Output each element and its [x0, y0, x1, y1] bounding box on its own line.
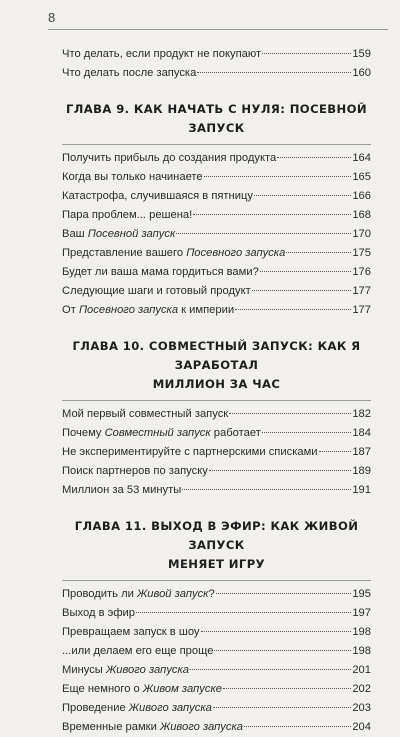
toc-entry-page: 176 [352, 266, 371, 278]
toc-entry-title-text: Получить прибыль до создания продукта [62, 152, 277, 164]
toc-entry-title-italic: Совместный запуск [104, 427, 211, 439]
toc-entry-title-text: Превращаем запуск в шоу [62, 626, 200, 638]
toc-entry-title [62, 623, 200, 642]
header-rule [48, 29, 388, 30]
dot-leader [197, 72, 351, 73]
toc-entry-title-text: Катастрофа, случившаяся в пятницу [62, 190, 253, 202]
toc-entry-title [62, 45, 261, 64]
toc-entry-page: 201 [352, 664, 371, 676]
toc-entry-title [62, 462, 208, 481]
toc-entry-title-text: Проводить ли [62, 588, 138, 600]
toc-entry-page: 187 [352, 446, 371, 458]
dot-leader [262, 53, 351, 54]
toc-entry-title-italic: Живого запуска [105, 664, 190, 676]
toc-entry-title-italic: Живом запуске [142, 683, 222, 695]
toc-entry-page: 170 [352, 228, 371, 240]
chapter-title-line: МЕНЯЕТ ИГРУ [168, 557, 265, 571]
toc-entry[interactable] [62, 481, 371, 500]
toc-entry-title-text: Будет ли ваша мама гордиться вами? [62, 266, 259, 278]
toc-entry-page: 184 [352, 427, 371, 439]
toc-entry-page: 175 [352, 247, 371, 259]
chapter-title-line: ГЛАВА 10. СОВМЕСТНЫЙ ЗАПУСК: КАК Я ЗАРАБОТАЛ [72, 339, 361, 372]
dot-leader [262, 432, 352, 433]
toc-entry-title-text: Проведение [62, 702, 129, 714]
toc-entry-title-text: Ваш [62, 228, 88, 240]
table-of-contents [62, 45, 371, 737]
toc-entry-title-text: Выход в эфир [62, 607, 136, 619]
toc-entry-page: 195 [352, 588, 371, 600]
dot-leader [214, 650, 351, 651]
toc-entry-title-text: Пара проблем... решена! [62, 209, 193, 221]
dot-leader [229, 413, 351, 414]
toc-entry-title-text: Представление вашего [62, 247, 187, 259]
toc-entry[interactable] [62, 263, 371, 282]
chapter-heading[interactable] [62, 329, 371, 401]
toc-entry-title [62, 424, 261, 443]
toc-entry[interactable] [62, 225, 371, 244]
dot-leader [223, 688, 351, 689]
dot-leader [286, 252, 351, 253]
dot-leader [182, 489, 351, 490]
toc-entry-title [62, 443, 318, 462]
dot-leader [244, 726, 351, 727]
toc-entry[interactable] [62, 187, 371, 206]
toc-entry-title-text: ? [208, 588, 215, 600]
toc-entry-title-italic: Посевного запуска [78, 304, 179, 316]
toc-entry-page: 191 [352, 484, 371, 496]
chapter-section [62, 509, 371, 737]
dot-leader [277, 157, 351, 158]
toc-entry-title [62, 642, 213, 661]
toc-entry-title-text: Что делать после запуска [62, 67, 197, 79]
toc-entry-title-text: работает [210, 427, 261, 439]
toc-entry-title [62, 149, 276, 168]
toc-entry[interactable] [62, 244, 371, 263]
toc-entry-title [62, 680, 222, 699]
toc-entry-title-text: Миллион за 53 минуты [62, 484, 182, 496]
toc-entry-title [62, 301, 234, 320]
toc-entry[interactable] [62, 282, 371, 301]
toc-entry-title-text: Не экспериментируйте с партнерскими списками [62, 446, 318, 458]
toc-entry-page: 168 [352, 209, 371, 221]
toc-entry[interactable] [62, 45, 371, 64]
dot-leader [213, 707, 351, 708]
toc-entry[interactable] [62, 604, 371, 623]
toc-entry-page: 177 [352, 304, 371, 316]
toc-entry-title-text: Почему [62, 427, 105, 439]
page-number: 8 [48, 10, 56, 25]
toc-entry-title [62, 481, 181, 500]
dot-leader [204, 176, 352, 177]
toc-entry[interactable] [62, 462, 371, 481]
chapter-heading[interactable] [62, 509, 371, 581]
toc-entry-title-text: Поиск партнеров по запуску [62, 465, 208, 477]
toc-entry-title-text: Минусы [62, 664, 106, 676]
toc-entry[interactable] [62, 424, 371, 443]
chapter-section [62, 92, 371, 320]
toc-entry-title-text: Временные рамки [62, 721, 160, 733]
toc-entry[interactable] [62, 206, 371, 225]
toc-entry-title [62, 405, 228, 424]
toc-entry-title-text: Что делать, если продукт не покупают [62, 48, 262, 60]
dot-leader [193, 214, 351, 215]
toc-entry-title [62, 604, 135, 623]
chapter-section [62, 329, 371, 500]
toc-entry-title-text: От [62, 304, 79, 316]
toc-entry-title-text: Мой первый совместный запуск [62, 408, 229, 420]
toc-entry[interactable] [62, 443, 371, 462]
dot-leader [252, 290, 352, 291]
toc-entry-title [62, 168, 203, 187]
dot-leader [216, 593, 352, 594]
dot-leader [254, 195, 351, 196]
toc-entry-page: 198 [352, 645, 371, 657]
toc-entry[interactable] [62, 718, 371, 737]
toc-entry-title-text: к империи [178, 304, 235, 316]
chapter-title-line: МИЛЛИОН ЗА ЧАС [152, 377, 281, 391]
toc-entry[interactable] [62, 623, 371, 642]
toc-entry-title-italic: Живой запуск [137, 588, 209, 600]
toc-entry[interactable] [62, 149, 371, 168]
chapter-heading[interactable] [62, 92, 371, 145]
dot-leader [235, 309, 351, 310]
toc-entry-title [62, 187, 253, 206]
dot-leader [319, 451, 352, 452]
toc-entry[interactable] [62, 64, 371, 83]
toc-entry-page: 202 [352, 683, 371, 695]
toc-entry[interactable] [62, 642, 371, 661]
toc-entry-title [62, 282, 251, 301]
toc-entry-title-italic: Живого запуска [159, 721, 243, 733]
toc-entry-title [62, 699, 212, 718]
toc-entry[interactable] [62, 680, 371, 699]
chapter-title-line: ГЛАВА 11. ВЫХОД В ЭФИР: КАК ЖИВОЙ ЗАПУСК [74, 519, 359, 552]
toc-entry-title [62, 225, 175, 244]
toc-entry-title-text: Следующие шаги и готовый продукт [62, 285, 251, 297]
toc-entry-page: 198 [352, 626, 371, 638]
toc-entry[interactable] [62, 661, 371, 680]
toc-entry[interactable] [62, 585, 371, 604]
toc-entry-page: 160 [352, 67, 371, 79]
toc-entry-title [62, 718, 243, 737]
toc-entry-title [62, 64, 196, 83]
toc-entry-page: 177 [352, 285, 371, 297]
dot-leader [136, 612, 351, 613]
toc-entry-title-italic: Посевного запуска [186, 247, 286, 259]
toc-entry-title [62, 585, 215, 604]
dot-leader [209, 470, 351, 471]
toc-entry-page: 197 [352, 607, 371, 619]
toc-entry-title-text: Еще немного о [62, 683, 143, 695]
toc-entry-title-text: Когда вы только начинаете [62, 171, 203, 183]
toc-entry-title-text: ...или делаем его еще проще [62, 645, 214, 657]
toc-entry-title [62, 263, 259, 282]
toc-entry-title-italic: Посевной запуск [87, 228, 176, 240]
toc-entry-title-italic: Живого запуска [128, 702, 212, 714]
toc-entry-page: 203 [352, 702, 371, 714]
toc-section-previous [62, 45, 371, 83]
toc-entry-title [62, 661, 189, 680]
toc-entry-page: 166 [352, 190, 371, 202]
toc-entry[interactable] [62, 405, 371, 424]
chapter-title-line: ГЛАВА 9. КАК НАЧАТЬ С НУЛЯ: ПОСЕВНОЙ ЗАПУСК [65, 102, 367, 135]
dot-leader [201, 631, 352, 632]
toc-entry-page: 165 [352, 171, 371, 183]
toc-entry-title [62, 244, 285, 263]
dot-leader [190, 669, 351, 670]
toc-entry[interactable] [62, 301, 371, 320]
toc-entry-page: 159 [352, 48, 371, 60]
toc-entry-page: 189 [352, 465, 371, 477]
dot-leader [260, 271, 352, 272]
toc-entry[interactable] [62, 699, 371, 718]
dot-leader [176, 233, 351, 234]
toc-entry-page: 164 [352, 152, 371, 164]
toc-entry-title [62, 206, 192, 225]
toc-entry-page: 182 [352, 408, 371, 420]
toc-entry[interactable] [62, 168, 371, 187]
toc-entry-page: 204 [352, 721, 371, 733]
